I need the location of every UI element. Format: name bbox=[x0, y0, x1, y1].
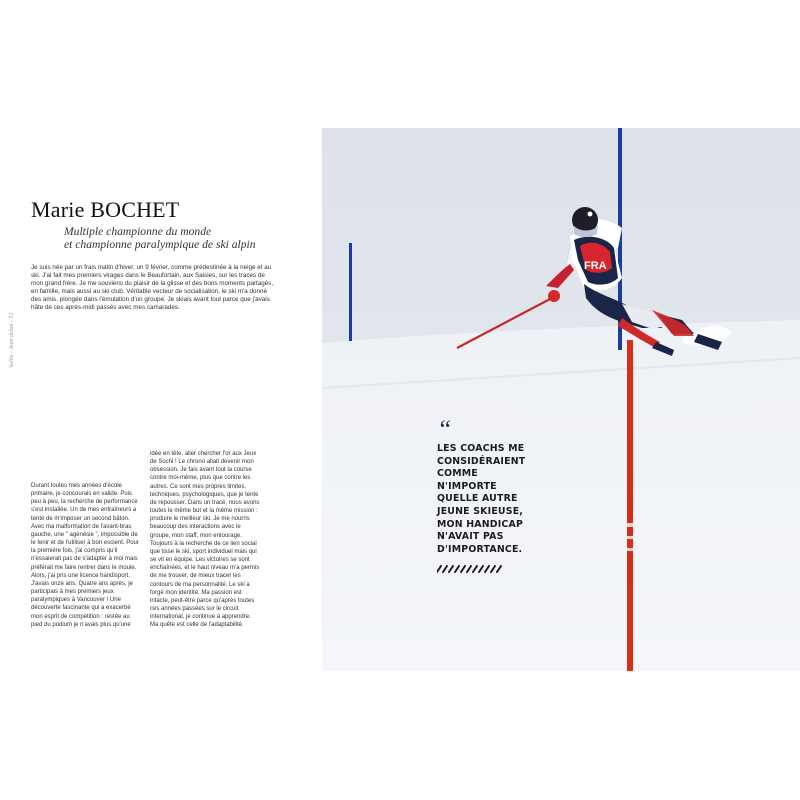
red-gate-pole bbox=[627, 340, 633, 671]
quote-text: LES COACHS ME CONSIDÉRAIENT COMME N'IMPORTE QUELLE AUTRE JEUNE SKIEUSE, MON HANDICAP N'AVAIT PAS D'IMPORTANCE. bbox=[437, 443, 526, 555]
slalom-illustration bbox=[322, 128, 800, 671]
intro-paragraph: Je suis née par un frais matin d'hiver, un 9 février, comme prédestinée à la neige et au ski. J'ai fait mes premiers virages dans le Beaufortain, aux Saisies, sur les traces de mon grand frère. Je me souviens du plaisir de la glisse et des bons moments partagés, en famille, mais aussi au ski club. Véritable vecteur de socialisation, le ski m'a donné des amis, plongée dans l'émulation d'un groupe. Je skiais avant tout parce que j'avais hâte de ces après-midi passés avec mes camarades. bbox=[31, 264, 274, 312]
skier-photo bbox=[322, 128, 800, 671]
brush-stroke-divider bbox=[437, 565, 505, 573]
subtitle-line-1: Multiple championne du monde bbox=[64, 225, 212, 238]
pull-quote bbox=[437, 415, 537, 578]
page-side-note: Soltis - Jean delan - 12 bbox=[9, 312, 15, 368]
subtitle-line-2: et championne paralympique de ski alpin bbox=[64, 238, 256, 251]
blue-gate-pole-left bbox=[349, 243, 352, 341]
article-subtitle bbox=[64, 225, 264, 251]
article-name: Marie BOCHET bbox=[31, 197, 180, 222]
body-column-2: idée en tête, aller chercher l'or aux Jeux de Sochi ! Le chrono allait devenir mon obsession. Je fais avant tout la course contre moi-même, plus que contre les autres. Ce sont mes propres limites, techniques, psychologiques, que je tente de repousser. Dans un tracé, nous avons toutes le même but et la même mission : produire le meilleur ski. Je me nourris beaucoup des interactions avec le groupe, mon staff, mon entourage. Toujours à la recherche de ce lien social que tisse le ski, sport individuel mais qui se vit en équipe. Les victoires se sont enchaînées, et le haut niveau m'a permis de me trouver, de mieux tracer les contours de ma personnalité. Le ski a forgé mon identité. Ma passion est intacte, peut-être parce qu'après toutes ces années passées sur le circuit international, je continue à apprendre. Ma quête est celle de l'adaptabilité. bbox=[150, 451, 260, 629]
quote-mark-icon: “ bbox=[437, 415, 450, 444]
body-column-1: Durant toutes mes années d'école primaire, je concourais en valide. Puis peu à peu, la recherche de performance s'est installée. Un de mes entraîneurs a tenté de m'imposer un second bâton. Avec ma malformation de l'avant-bras gauche, une " agénésie ", impossible de le tenir et de l'utiliser à bon escient. Pour la première fois, j'ai compris qu'il n'essaierait pas de s'adapter à moi mais préférait me faire rentrer dans le moule. Alors, j'ai pris une licence handisport. J'avais onze ans. Quatre ans après, je participais à mes premiers jeux paralympiques à Vancouver ! Une découverte fascinante qui a exacerbé mon esprit de compétition : restée au pied du podium je n'avais plus qu'une bbox=[31, 483, 139, 628]
bib-text: FRA bbox=[584, 260, 607, 272]
